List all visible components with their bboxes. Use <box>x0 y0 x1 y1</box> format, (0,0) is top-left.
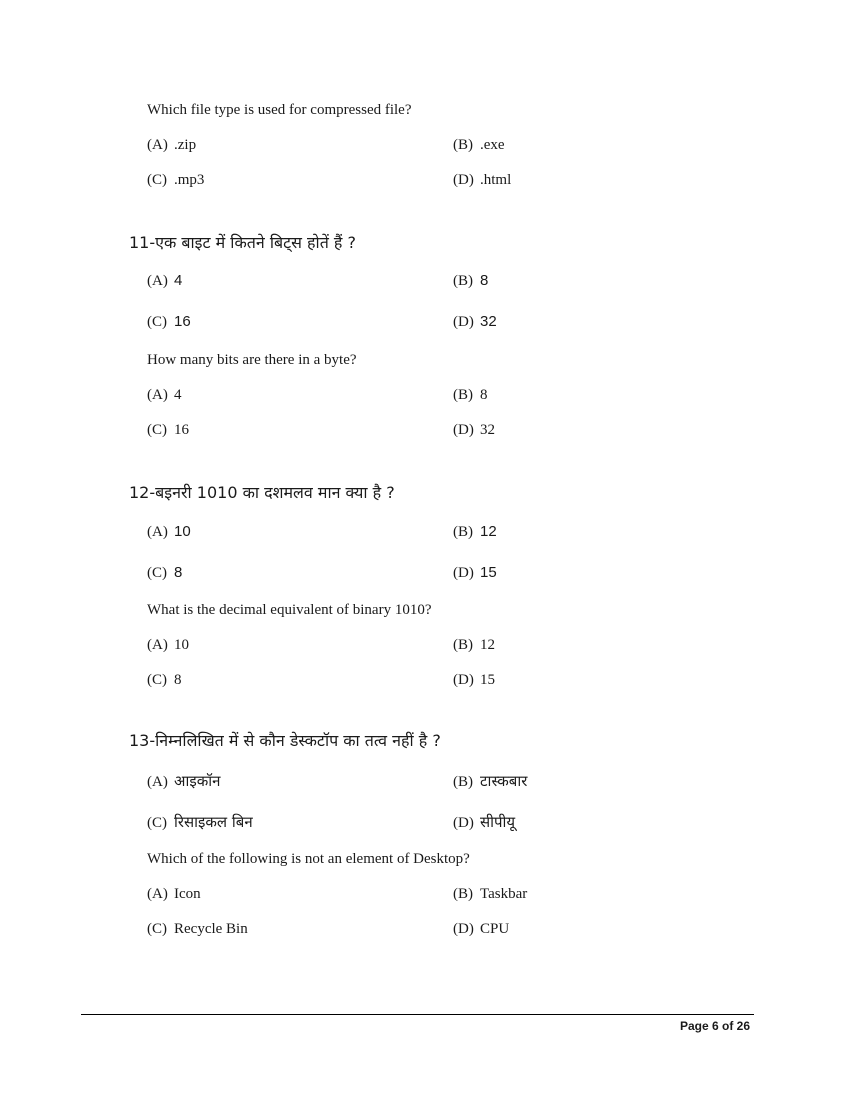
option-text: 8 <box>480 272 489 289</box>
option-text: 15 <box>480 564 497 581</box>
option-text: 4 <box>174 387 182 403</box>
q11-hindi-question: 11-एक बाइट में कितने बिट्स होतें हैं ? <box>129 233 356 252</box>
option-label: (C) <box>147 565 167 581</box>
option-text: 8 <box>480 387 488 403</box>
option-text: .html <box>480 172 512 188</box>
q10-en-option-b <box>453 137 505 154</box>
option-label: (D) <box>453 921 474 937</box>
q12-en-option-c <box>147 672 182 689</box>
q11-en-option-c <box>147 422 189 439</box>
q11-hi-option-a <box>147 272 182 290</box>
option-text: 8 <box>174 672 182 688</box>
q13-hindi-question: 13-निम्नलिखित में से कौन डेस्कटॉप का तत्व नहीं है ? <box>129 731 441 750</box>
option-text: 32 <box>480 422 495 438</box>
footer-divider <box>81 1014 754 1015</box>
option-label: (B) <box>453 774 473 790</box>
q13-english-question: Which of the following is not an element of Desktop? <box>147 851 470 867</box>
option-label: (B) <box>453 524 473 540</box>
q10-en-option-d <box>453 172 511 189</box>
option-label: (A) <box>147 886 168 902</box>
q12-en-option-d <box>453 672 495 689</box>
option-label: (B) <box>453 137 473 153</box>
q13-en-option-d <box>453 921 509 938</box>
option-label: (A) <box>147 637 168 653</box>
q11-hi-option-c <box>147 313 191 331</box>
option-label: (C) <box>147 422 167 438</box>
option-label: (C) <box>147 921 167 937</box>
q12-en-option-b <box>453 637 495 654</box>
q11-en-option-b <box>453 387 488 404</box>
option-text: सीपीयू <box>480 813 516 831</box>
option-label: (A) <box>147 387 168 403</box>
q13-en-option-b <box>453 886 527 903</box>
q12-hi-option-c <box>147 564 182 582</box>
q10-en-option-c <box>147 172 204 189</box>
option-label: (C) <box>147 672 167 688</box>
option-label: (A) <box>147 137 168 153</box>
q12-hi-option-b <box>453 523 497 541</box>
q12-english-question: What is the decimal equivalent of binary 1010? <box>147 602 432 618</box>
option-text: 32 <box>480 313 497 330</box>
option-label: (A) <box>147 524 168 540</box>
option-text: CPU <box>480 921 510 937</box>
option-label: (C) <box>147 815 167 831</box>
q13-hi-option-c <box>147 812 253 832</box>
option-text: टास्कबार <box>480 772 528 790</box>
q12-hi-option-a <box>147 523 191 541</box>
option-label: (D) <box>453 815 474 831</box>
option-label: (D) <box>453 314 474 330</box>
q13-en-option-a <box>147 886 201 903</box>
option-label: (B) <box>453 273 473 289</box>
option-text: 12 <box>480 523 497 540</box>
q13-hi-option-b <box>453 771 527 791</box>
option-text: 16 <box>174 313 191 330</box>
option-text: आइकॉन <box>174 772 221 790</box>
option-text: Recycle Bin <box>174 921 248 937</box>
option-text: 16 <box>174 422 189 438</box>
q13-hi-option-a <box>147 771 220 791</box>
option-label: (D) <box>453 422 474 438</box>
option-text: 10 <box>174 523 191 540</box>
q10-en-option-a <box>147 137 196 154</box>
q12-hindi-question: 12-बइनरी 1010 का दशमलव मान क्या है ? <box>129 483 395 502</box>
option-text: 15 <box>480 672 495 688</box>
q13-hi-option-d <box>453 812 515 832</box>
option-text: .zip <box>174 137 197 153</box>
option-text: 10 <box>174 637 189 653</box>
option-label: (D) <box>453 172 474 188</box>
q11-en-option-a <box>147 387 182 404</box>
option-label: (B) <box>453 387 473 403</box>
q12-hi-option-d <box>453 564 497 582</box>
option-text: .exe <box>480 137 505 153</box>
option-text: 4 <box>174 272 183 289</box>
option-label: (A) <box>147 273 168 289</box>
option-label: (A) <box>147 774 168 790</box>
option-label: (C) <box>147 172 167 188</box>
page-number: Page 6 of 26 <box>679 1019 750 1033</box>
option-text: Icon <box>174 886 201 902</box>
option-text: 8 <box>174 564 183 581</box>
q11-hi-option-b <box>453 272 488 290</box>
q11-hi-option-d <box>453 313 497 331</box>
option-label: (B) <box>453 886 473 902</box>
option-label: (D) <box>453 672 474 688</box>
option-label: (D) <box>453 565 474 581</box>
q12-en-option-a <box>147 637 189 654</box>
option-label: (B) <box>453 637 473 653</box>
q11-en-option-d <box>453 422 495 439</box>
option-text: .mp3 <box>174 172 205 188</box>
option-text: Taskbar <box>480 886 528 902</box>
q10-english-question: Which file type is used for compressed file? <box>147 102 412 118</box>
option-text: रिसाइकल बिन <box>174 813 253 831</box>
q11-english-question: How many bits are there in a byte? <box>147 352 357 368</box>
option-text: 12 <box>480 637 495 653</box>
q13-en-option-c <box>147 921 248 938</box>
option-label: (C) <box>147 314 167 330</box>
